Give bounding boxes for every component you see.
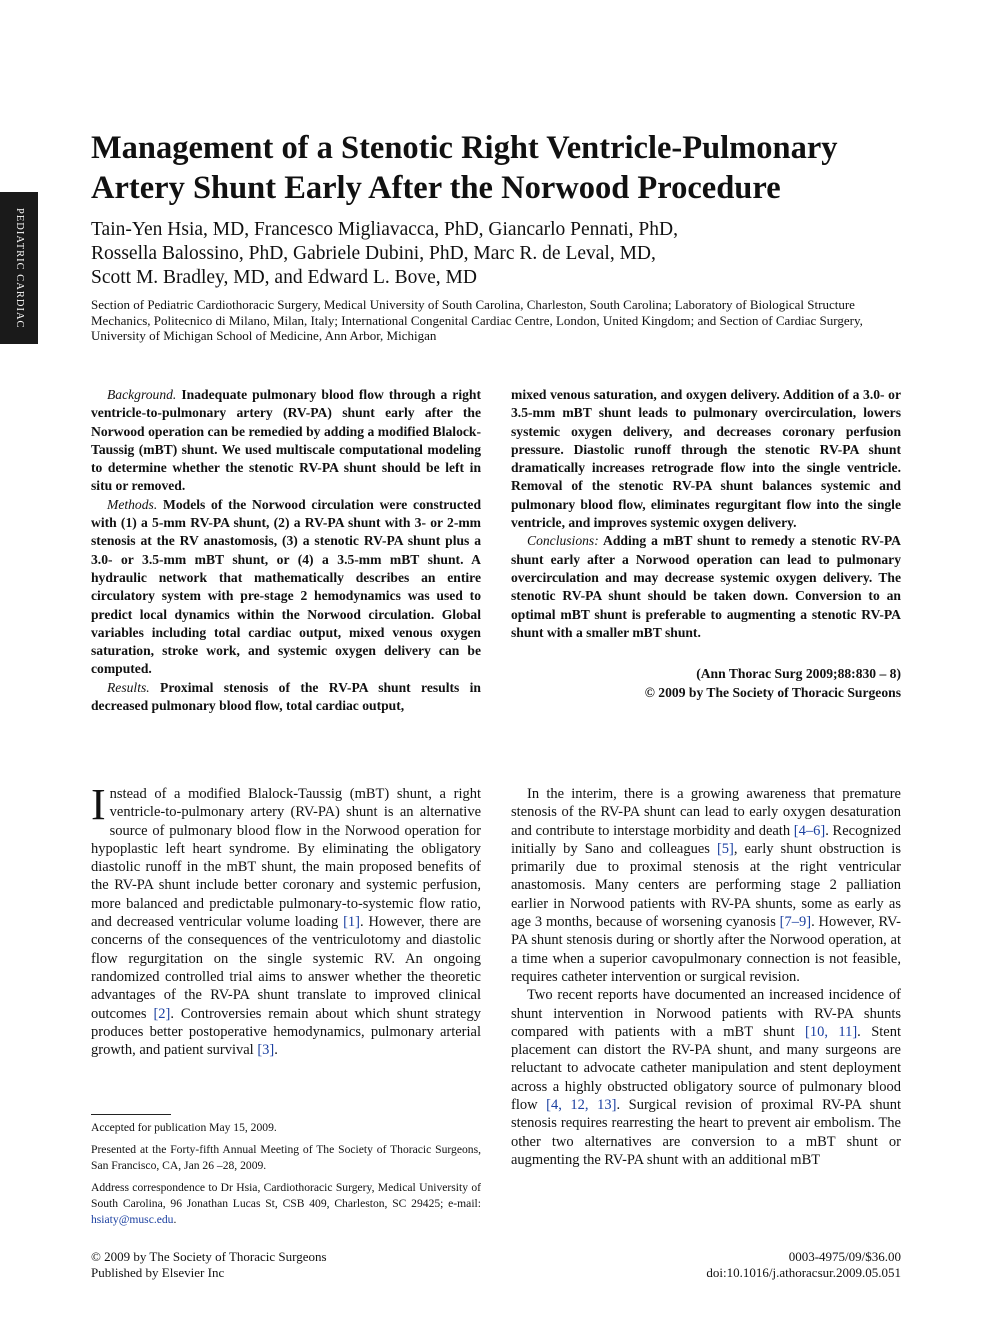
citation-link[interactable]: [5] xyxy=(716,840,734,857)
abstract-results xyxy=(91,679,481,716)
citation-link[interactable]: [7–9] xyxy=(779,914,812,931)
conclusions-text: Adding a mBT shunt to remedy a stenotic RV-PA shunt early after a Norwood operation can lead to pulmonary overcirculation and may decrease systemic oxygen delivery. The stenotic RV-PA shunt should be taken down. Conversion to an optimal mBT shunt is preferable to augmenting a stenotic RV-PA shunt with a smaller mBT shunt. xyxy=(511,533,901,640)
body-text: . However, there are concerns of the consequences of the ventriculotomy and diastolic flow regurgitation on the single systemic RV. An ongoing randomized controlled trial aims to answer whether the theoretic advantages of the RV-PA shunt translate to improved clinical outcomes xyxy=(91,914,481,1022)
body-text: . xyxy=(274,1042,278,1059)
footer-publisher: Published by Elsevier Inc xyxy=(91,1265,225,1280)
footnote-presented: Presented at the Forty-fifth Annual Meeting of The Society of Thoracic Surgeons, San Francisco, CA, Jan 26 –28, 2009. xyxy=(91,1143,481,1172)
citation-link[interactable]: [3] xyxy=(257,1042,275,1059)
author-line: Rossella Balossino, PhD, Gabriele Dubini, PhD, Marc R. de Leval, MD, xyxy=(91,243,656,264)
body-text: nstead of a modified Blalock-Taussig (mBT) shunt, a right ventricle-to-pulmonary artery (RV-PA) shunt is an alternative source of pulmonary blood flow in the Norwood operation for hypoplastic left heart syndrome. By eliminating the obligatory diastolic runoff in the mBT shunt, the main proposed benefits of the RV-PA shunt include better coronary and systemic perfusion, more balanced and predictable pulmonary-to-systemic flow ratio, and decreased ventricular volume loading xyxy=(91,786,481,931)
journal-citation xyxy=(511,664,901,702)
abstract-left-column xyxy=(91,386,481,715)
body-paragraph xyxy=(511,986,901,1169)
body-paragraph xyxy=(511,785,901,986)
body-text: . However, RV-PA shunt stenosis during or shortly after the Norwood operation, at a time when a superior cavopulmonary connection is not feasible, requires catheter intervention or surgical revision. xyxy=(511,914,901,985)
footnote-divider xyxy=(91,1114,171,1115)
results-label: Results. xyxy=(107,679,150,695)
results-text: Proximal stenosis of the RV-PA shunt results in decreased pulmonary blood flow, total cardiac output, xyxy=(91,679,481,714)
article-title: Management of a Stenotic Right Ventricle-Pulmonary Artery Shunt Early After the Norwood Procedure xyxy=(91,130,838,206)
email-link[interactable]: hsiaty@musc.edu xyxy=(91,1213,174,1226)
body-text: , early shunt obstruction is primarily due to proximal stenosis at the right ventricular anastomosis. Many centers are performing stage 2 palliation earlier in Norwood patients with RV-PA shunts, some as early as age 3 months, because of worsening cyanosis xyxy=(511,840,901,931)
body-right-column xyxy=(511,785,901,1169)
abstract-right-column xyxy=(511,386,901,702)
correspondence-text: Address correspondence to Dr Hsia, Cardiothoracic Surgery, Medical University of South Carolina, 96 Jonathan Lucas St, CSB 409, Charleston, SC 29425; e-mail: xyxy=(91,1181,481,1210)
background-label: Background. xyxy=(107,387,177,402)
body-text: . Stent placement can distort the RV-PA shunt, and many surgeons are reluctant to advocate catheter manipulation and stent deployment across a highly obstructed obligatory source of pulmonary blood flow xyxy=(511,1023,902,1114)
body-text: . Controversies remain about which shunt strategy produces better postoperative hemodynamics, pulmonary arterial growth, and patient survival xyxy=(91,1005,481,1059)
body-text: Two recent reports have documented an increased incidence of shunt intervention in Norwood patients with RV-PA shunts compared with patients with a mBT shunt xyxy=(511,987,901,1040)
page-footer-right xyxy=(511,1249,901,1281)
intro-paragraph xyxy=(91,780,481,1059)
footnotes xyxy=(91,1120,481,1234)
body-text: In the interim, there is a growing awareness that premature stenosis of the RV-PA shunt can lead to early oxygen desaturation and contribute to interstage morbidity and death xyxy=(511,786,901,839)
footnote-correspondence xyxy=(91,1180,481,1228)
citation-link[interactable]: [2] xyxy=(153,1005,171,1022)
abstract-conclusions xyxy=(511,532,901,642)
footnote-accepted: Accepted for publication May 15, 2009. xyxy=(91,1121,277,1134)
citation-copyright: © 2009 by The Society of Thoracic Surgeons xyxy=(644,685,901,701)
citation-link[interactable]: [4–6] xyxy=(793,822,826,839)
abstract-results-continued: mixed venous saturation, and oxygen delivery. Addition of a 3.0- or 3.5-mm mBT shunt leads to pulmonary overcirculation, lowers systemic oxygen delivery, and decreases coronary perfusion pressure. Diastolic runoff through the stenotic RV-PA shunt dramatically increases retrograde flow into the single ventricle. Removal of the stenotic RV-PA shunt balances systemic and pulmonary blood flow, eliminates regurgitant flow into the single ventricle, and improves systemic oxygen delivery. xyxy=(511,387,901,531)
citation-reference: (Ann Thorac Surg 2009;88:830 – 8) xyxy=(696,666,901,682)
footer-copyright: © 2009 by The Society of Thoracic Surgeons xyxy=(91,1249,327,1264)
abstract-methods xyxy=(91,496,481,679)
body-left-column xyxy=(91,780,481,1059)
footer-doi: doi:10.1016/j.athoracsur.2009.05.051 xyxy=(706,1265,901,1280)
methods-text: Models of the Norwood circulation were constructed with (1) a 5-mm RV-PA shunt, (2) a RV-PA shunt with 3- or 2-mm stenosis at the RV anastomosis, (3) a stenotic RV-PA shunt plus a 3.0- or 3.5-mm mBT shunt, or (4) a 3.5-mm mBT shunt. A hydraulic network that mathematically describes an entire circulatory system with pre-stage 2 hemodynamics was used to predict local dynamics within the Norwood circulation. Global variables including total cardiac output, mixed venous oxygen saturation, stroke work, and systemic oxygen delivery can be computed. xyxy=(91,496,482,677)
correspondence-end: . xyxy=(173,1213,177,1226)
drop-cap: I xyxy=(91,780,106,829)
conclusions-label: Conclusions: xyxy=(527,533,599,549)
author-line: Scott M. Bradley, MD, and Edward L. Bove, MD xyxy=(91,267,477,288)
citation-link[interactable]: [4, 12, 13] xyxy=(546,1097,617,1114)
body-text: . Surgical revision of proximal RV-PA shunt stenosis requires rearresting the heart to prevent air embolism. The other two alternatives are conversion to a mBT shunt or augmenting the RV-PA shunt with an additional mBT xyxy=(511,1097,901,1168)
section-tab-label: PEDIATRIC CARDIAC xyxy=(0,192,38,344)
footer-issn: 0003-4975/09/$36.00 xyxy=(788,1249,901,1264)
citation-link[interactable]: [10, 11] xyxy=(805,1023,858,1040)
page-footer-left xyxy=(91,1249,481,1281)
background-text: Inadequate pulmonary blood flow through a right ventricle-to-pulmonary artery (RV-PA) shunt early after the Norwood operation can be remedied by adding a modified Blalock-Taussig (mBT) shunt. We used multiscale computational modeling to determine whether the stenotic RV-PA shunt should be left in situ or removed. xyxy=(91,387,481,494)
affiliations: Section of Pediatric Cardiothoracic Surgery, Medical University of South Carolina, Charleston, South Carolina; Laboratory of Biological Structure Mechanics, Politecnico di Milano, Milan, Italy; International Congenital Cardiac Centre, London, United Kingdom; and Section of Cardiac Surgery, University of Michigan School of Medicine, Ann Arbor, Michigan xyxy=(91,297,863,343)
methods-label: Methods. xyxy=(107,496,158,512)
citation-link[interactable]: [1] xyxy=(343,914,360,931)
author-list xyxy=(91,218,911,290)
abstract-background xyxy=(91,386,481,496)
author-line: Tain-Yen Hsia, MD, Francesco Migliavacca, PhD, Giancarlo Pennati, PhD, xyxy=(91,219,678,240)
body-text: . Recognized initially by Sano and colleagues xyxy=(511,822,901,857)
